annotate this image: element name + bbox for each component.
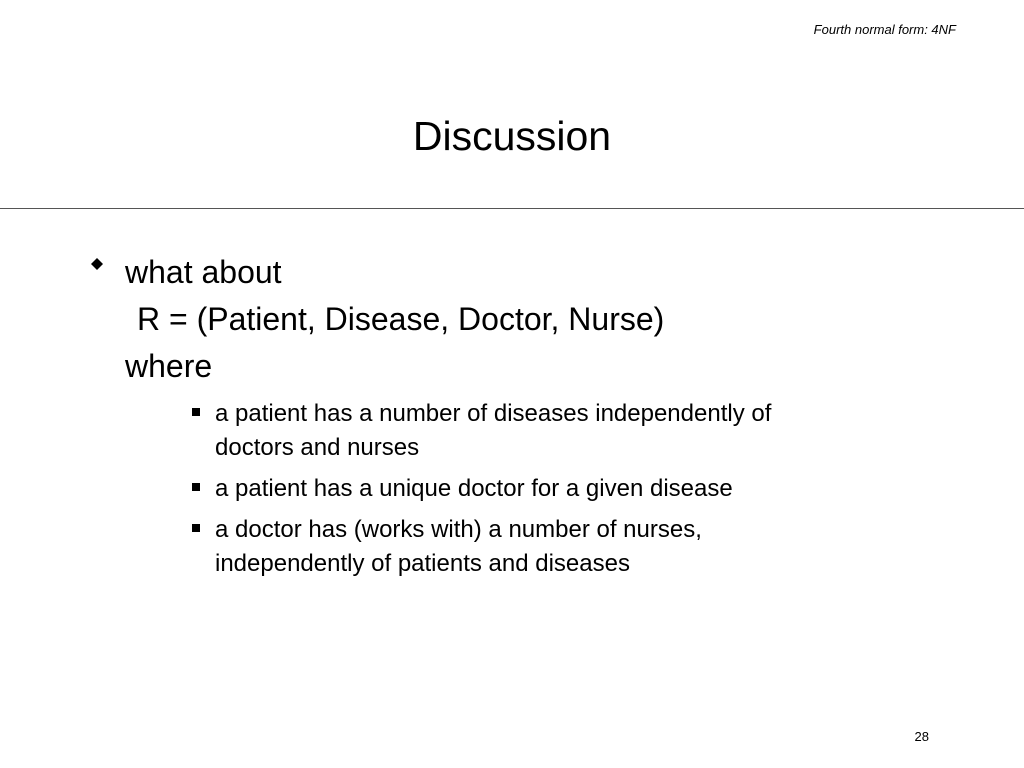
- sub-bullet-line: independently of patients and diseases: [215, 550, 630, 577]
- sub-bullet-item: [192, 513, 932, 581]
- title-divider: [0, 208, 1024, 209]
- main-bullet-line: where: [125, 348, 213, 384]
- sub-bullet-list: [192, 397, 932, 588]
- square-bullet-icon: [192, 524, 200, 532]
- sub-bullet-line: doctors and nurses: [215, 434, 420, 461]
- page-number: 28: [914, 729, 929, 744]
- sub-bullet-item: [192, 397, 932, 465]
- diamond-bullet-icon: [91, 258, 103, 270]
- sub-bullet-item: [192, 472, 932, 506]
- sub-bullet-line: a patient has a unique doctor for a given disease: [215, 475, 733, 502]
- square-bullet-icon: [192, 483, 200, 491]
- sub-bullet-line: a doctor has (works with) a number of nurses,: [215, 516, 702, 543]
- main-bullet-text: [125, 249, 951, 390]
- main-bullet: [91, 249, 951, 390]
- square-bullet-icon: [192, 408, 200, 416]
- main-bullet-line: what about: [125, 254, 282, 290]
- header-note: Fourth normal form: 4NF: [813, 22, 956, 37]
- slide-title: Discussion: [412, 113, 612, 159]
- sub-bullet-line: a patient has a number of diseases independently of: [215, 400, 772, 427]
- relation-schema: R = (Patient, Disease, Doctor, Nurse): [137, 301, 665, 337]
